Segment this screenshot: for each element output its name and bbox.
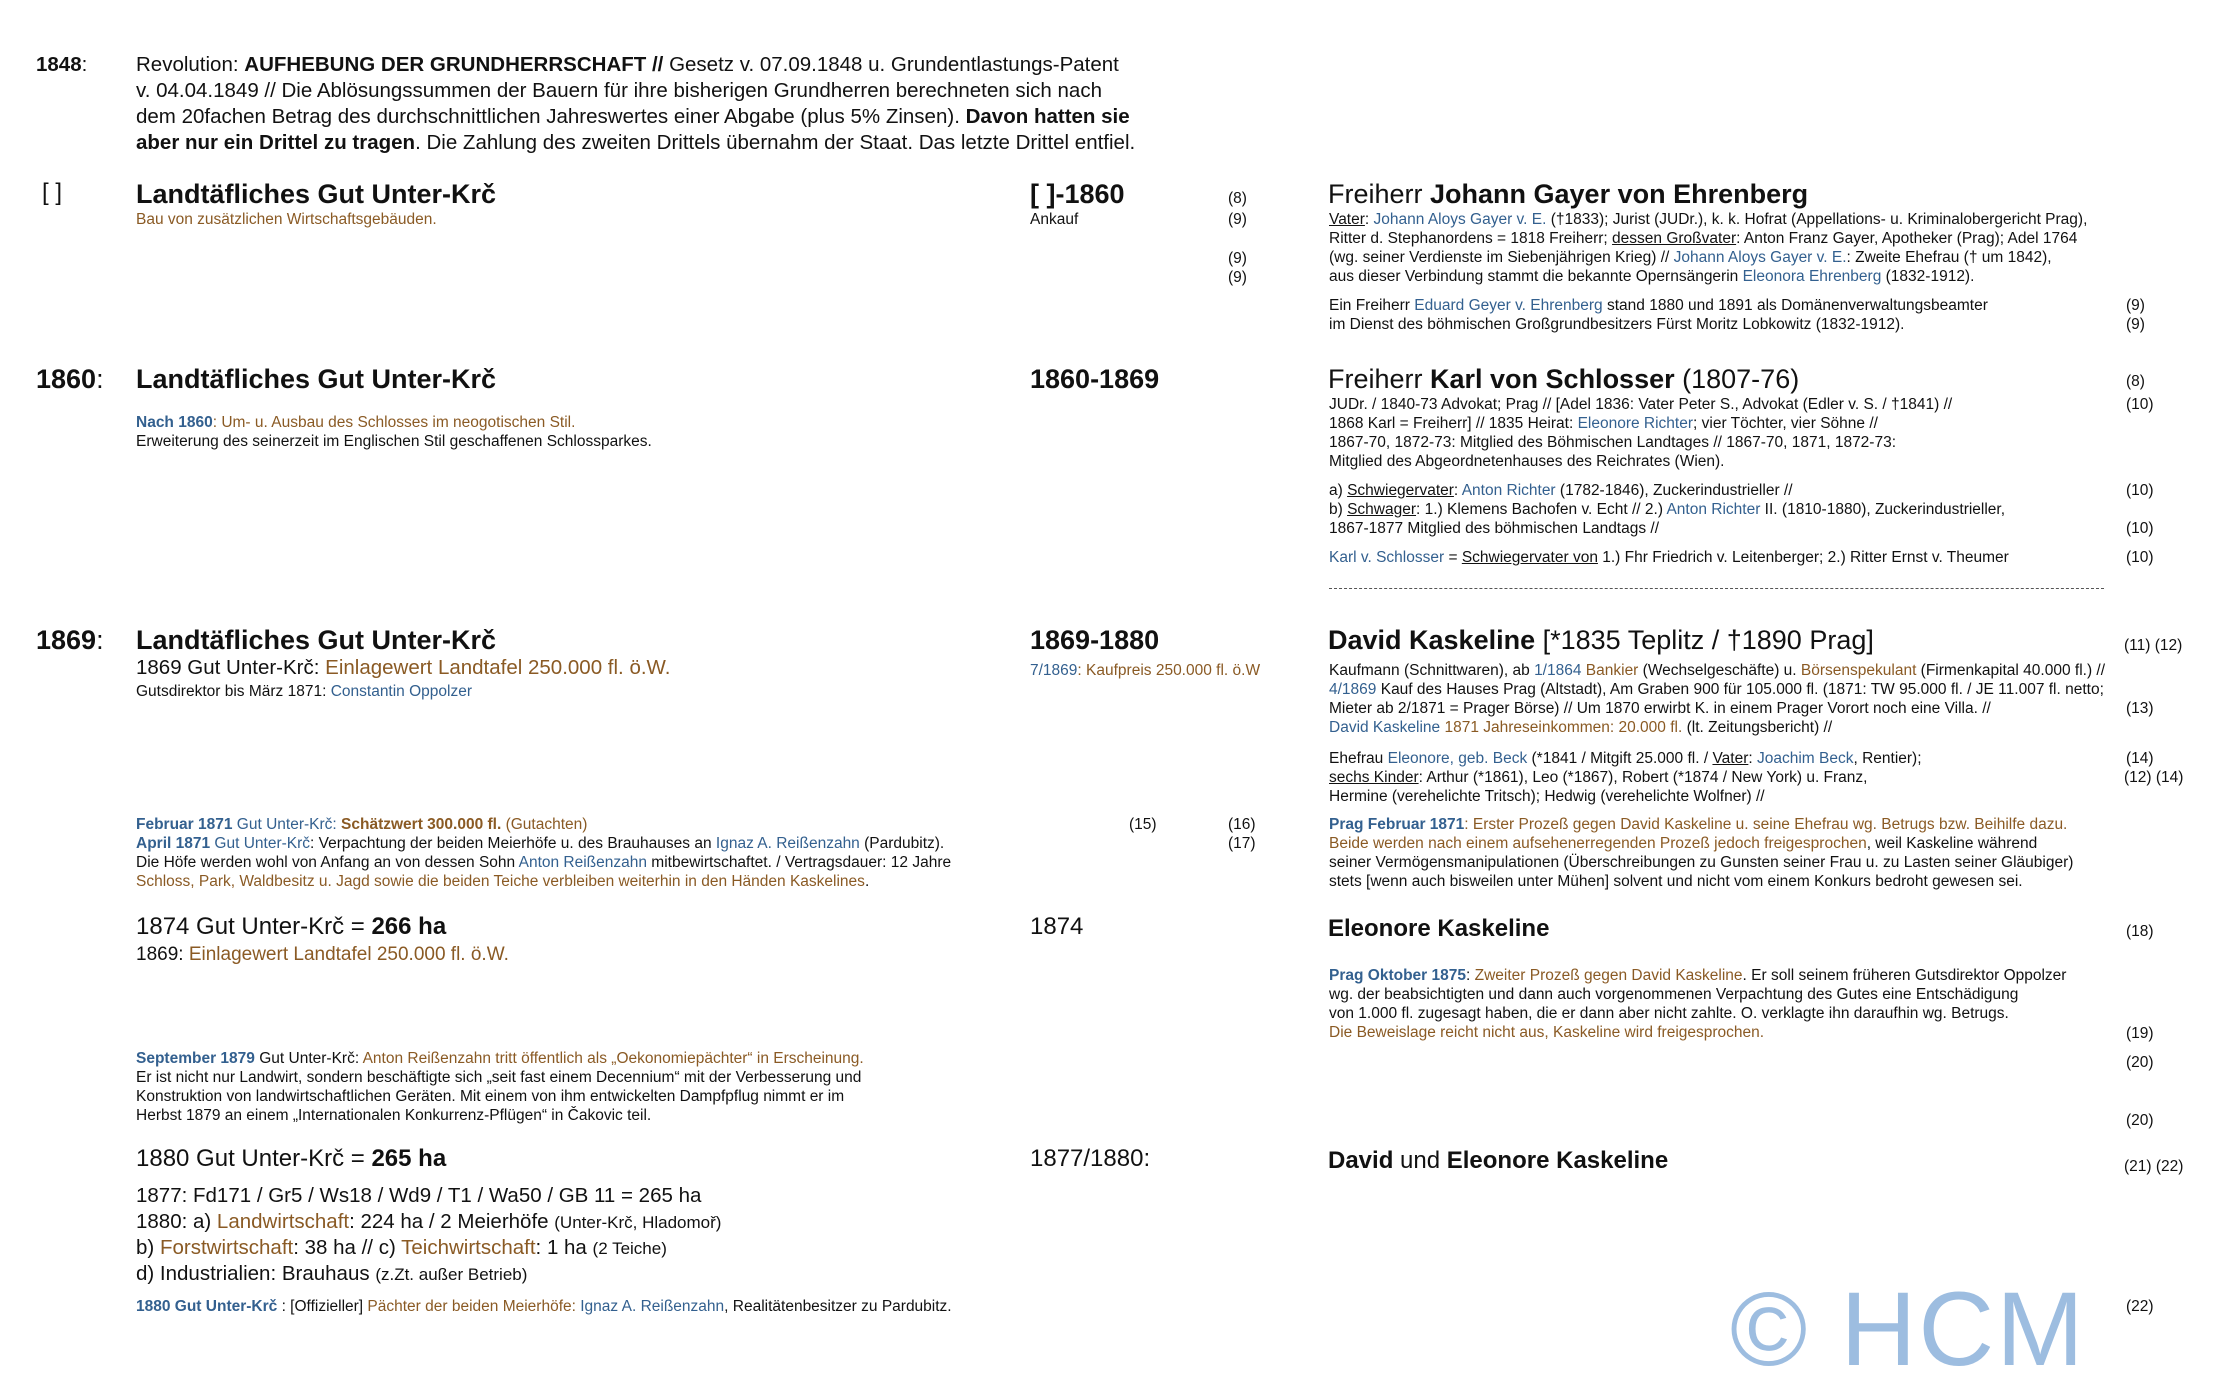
year-label: 1848 (36, 53, 82, 76)
period: [ ]-1860 (1030, 179, 1125, 209)
event-line (1329, 834, 2037, 854)
text: Nach 1860 (136, 414, 213, 431)
text: Davon hatten sie (965, 105, 1130, 128)
text: : Verpachtung der beiden Meierhöfe u. des Brauhauses an (310, 835, 716, 852)
text: AUFHEBUNG DER GRUNDHERRSCHAFT // (244, 53, 664, 76)
intro-line-3 (136, 104, 1130, 130)
owner-name (1328, 624, 1874, 656)
event-line: Herbst 1879 an einem „Internationalen Konkurrenz-Pflügen“ in Čakovic teil. (136, 1107, 652, 1124)
text: 266 ha (371, 913, 447, 940)
text: Gutsdirektor bis März 1871: (136, 683, 331, 700)
area-line (136, 1209, 721, 1236)
text: (Pardubitz). (859, 835, 945, 852)
text: Schwiegervater von (1461, 549, 1598, 566)
text: Ein Freiherr (1329, 297, 1415, 314)
intro-line-4 (136, 130, 1135, 156)
ref: (19) (2126, 1025, 2154, 1042)
text: David Kaskeline (1329, 719, 1441, 736)
text: (Unter-Krč, Hladomoř) (554, 1213, 722, 1232)
text: David Kaskeline (1328, 625, 1536, 655)
event-line: wg. der beabsichtigten und dann auch vorgenommenen Verpachtung des Gutes eine Entschädigung (1329, 986, 2019, 1003)
text: : Arthur (*1861), Leo (*1867), Robert (*1874 / New York) u. Franz, (1418, 769, 1868, 786)
period: 1860-1869 (1030, 364, 1160, 394)
text: Karl v. Schlosser (1329, 549, 1445, 566)
owner-line (1329, 267, 1974, 287)
owner-line: Hermine (verehelichte Tritsch); Hedwig (verehelichte Wolfner) // (1329, 788, 1765, 805)
area-line (136, 1235, 667, 1262)
event-line: stets [wenn auch bisweilen unter Mühen] solvent und nicht vom einem Konkurs bedroht gewesen sei. (1329, 873, 2023, 890)
text: . (864, 873, 870, 890)
text: : Zweite Ehefrau († um 1842), (1846, 249, 2052, 266)
text: Eleonore Richter (1577, 415, 1694, 432)
owner-name (1328, 178, 1808, 210)
period: 1877/1880: (1030, 1145, 1151, 1172)
text: April 1871 (136, 835, 211, 852)
ref: (10) (2126, 396, 2154, 413)
text: aus dieser Verbindung stammt die bekannte Opernsängerin (1329, 268, 1743, 285)
text: Johann Aloys Gayer v. E. (1673, 249, 1847, 266)
text: Eduard Geyer v. Ehrenberg (1414, 297, 1603, 314)
text: Anton Richter (1666, 501, 1761, 518)
period-sub: Ankauf (1030, 211, 1079, 228)
text: (Gutachten) (501, 816, 588, 833)
text: David (1328, 1147, 1394, 1174)
text: dem 20fachen Betrag des durchschnittlichen Jahreswertes einer Abgabe (plus 5% Zinsen). (136, 105, 966, 128)
divider (1329, 588, 2104, 589)
text: Gesetz v. 07.09.1848 u. Grundentlastungs-Patent (663, 53, 1119, 76)
ref: (12) (14) (2124, 769, 2184, 786)
text: Gut Unter-Krč: (254, 1050, 363, 1067)
section-title: Landtäfliches Gut Unter-Krč (136, 179, 497, 209)
text: Schätzwert 300.000 fl. (341, 816, 502, 833)
section-note (136, 682, 472, 702)
ref: (11) (12) (2124, 637, 2183, 654)
event-line (1329, 815, 2067, 835)
text: mitbewirtschaftet. / Vertragsdauer: 12 Jahre (647, 854, 952, 871)
text: Beide werden nach einem aufsehenerregenden Prozeß jedoch freigesprochen (1329, 835, 1867, 852)
text: 1869 Gut Unter-Krč: (136, 656, 326, 679)
owner-line: JUDr. / 1840-73 Advokat; Prag // [Adel 1836: Vater Peter S., Advokat (Edler v. S. / †1841) // (1329, 396, 1953, 413)
owner-name (1328, 1146, 1668, 1176)
intro-line-2: v. 04.04.1849 // Die Ablösungssummen der Bauern für ihre bisherigen Grundherren berechneten sich nach (136, 79, 1102, 102)
text: : Erster Prozeß gegen David Kaskeline u. seine Ehefrau wg. Betrugs bzw. Beihilfe dazu. (1464, 816, 2068, 833)
text: Johann Gayer von Ehrenberg (1430, 179, 1809, 209)
event-line: von 1.000 fl. zugesagt haben, die er dann aber nicht zahlte. O. verklagte ihn daraufhin wg. Betrugs. (1329, 1005, 2009, 1022)
text: Johann Aloys Gayer v. E. (1373, 211, 1547, 228)
text: 1880 Gut Unter-Krč (136, 1298, 278, 1315)
text: : [Offizieller] (277, 1298, 368, 1315)
text: (†1833); Jurist (JUDr.), k. k. Hofrat (Appellations- u. Kriminalobergericht Prag), (1546, 211, 2088, 228)
section-note: Bau von zusätzlichen Wirtschaftsgebäuden. (136, 211, 437, 228)
owner-line (1329, 718, 1832, 738)
section-title (136, 912, 446, 942)
intro-line-1 (136, 52, 1119, 78)
text: : (1453, 482, 1462, 499)
text: Kauf des Hauses Prag (Altstadt), Am Graben 900 für 105.000 fl. (1871: TW 95.000 fl. / JE 11.007 fl. netto; (1376, 681, 2104, 698)
text: und (1393, 1147, 1447, 1174)
text: (lt. Zeitungsbericht) // (1682, 719, 1833, 736)
section-subtitle (136, 655, 670, 681)
ref: (16) (1228, 816, 1256, 833)
text: : Anton Franz Gayer, Apotheker (Prag); Adel 1764 (1736, 230, 2078, 247)
text: b) (136, 1236, 160, 1259)
ref: (9) (1228, 250, 1247, 267)
text: (z.Zt. außer Betrieb) (375, 1265, 528, 1284)
text: (*1841 / Mitgift 25.000 fl. / (1527, 750, 1713, 767)
section-year: 1860: (36, 364, 104, 394)
text: Joachim Beck (1756, 750, 1854, 767)
ref: (21) (22) (2124, 1158, 2184, 1175)
text: Prag Februar 1871 (1329, 816, 1465, 833)
ref: (22) (2126, 1298, 2154, 1315)
text: Einlagewert Landtafel 250.000 fl. ö.W. (188, 944, 509, 965)
event-line: Konstruktion von landwirtschaftlichen Geräten. Mit einem von ihm entwickelten Dampfpflug nimmt er im (136, 1088, 845, 1105)
text: Landwirtschaft (216, 1210, 350, 1233)
text: : 1 ha (535, 1236, 593, 1259)
text: 1860 (36, 364, 97, 394)
text: Pächter der beiden Meierhöfe: (367, 1298, 581, 1315)
text: : 224 ha / 2 Meierhöfe (349, 1210, 555, 1233)
text: (2 Teiche) (592, 1239, 667, 1258)
ref: (9) (1228, 211, 1247, 228)
text: Kaufmann (Schnittwaren), ab (1329, 662, 1535, 679)
text: 1869: (136, 944, 189, 965)
owner-line (1329, 661, 2105, 681)
text: , weil Kaskeline während (1866, 835, 2038, 852)
text: September 1879 (136, 1050, 255, 1067)
text: Zweiter Prozeß gegen David Kaskeline (1474, 967, 1743, 984)
text: a) (1329, 482, 1348, 499)
text: : Kaufpreis 250.000 fl. ö.W (1077, 662, 1261, 679)
text: dessen Großvater (1612, 230, 1737, 247)
text: Vater (1712, 750, 1749, 767)
ref: (20) (2126, 1112, 2154, 1129)
ref: (9) (2126, 316, 2145, 333)
text: Anton Richter (1461, 482, 1556, 499)
ref: (9) (1228, 269, 1247, 286)
event-line: seiner Vermögensmanipulationen (Überschreibungen zu Gunsten seiner Frau u. zu Lasten seiner Gläubiger) (1329, 854, 2074, 871)
text: : (1465, 967, 1475, 984)
text: , Rentier); (1853, 750, 1922, 767)
event-line (136, 1297, 952, 1317)
text: Anton Reißenzahn tritt öffentlich als „Oekonomiepächter“ in Erscheinung. (362, 1050, 864, 1067)
text: Anton Reißenzahn (518, 854, 647, 871)
text: Börsenspekulant (1800, 662, 1917, 679)
ref: (8) (2126, 373, 2145, 390)
ref: (10) (2126, 549, 2154, 566)
text: (1807-76) (1674, 364, 1800, 394)
owner-line: 1867-1877 Mitglied des böhmischen Landtags // (1329, 520, 1660, 537)
section-title: Landtäfliches Gut Unter-Krč (136, 364, 497, 394)
section-note (136, 413, 575, 433)
ref: (10) (2126, 520, 2154, 537)
text: . Die Zahlung des zweiten Drittels übernahm der Staat. Das letzte Drittel entfiel. (415, 131, 1136, 154)
period-sub (1030, 661, 1260, 681)
owner-line (1329, 481, 1793, 501)
section-year: [ ] (42, 179, 63, 206)
text: Freiherr (1328, 179, 1431, 209)
text: Februar 1871 (136, 816, 233, 833)
section-subtitle (136, 942, 509, 968)
owner-name (1328, 363, 1799, 395)
owner-line (1329, 248, 2052, 268)
text: Vater (1329, 211, 1365, 228)
text: (Wechselgeschäfte) u. (1638, 662, 1801, 679)
text: Einlagewert Landtafel 250.000 fl. ö.W. (325, 656, 671, 679)
event-line (136, 834, 944, 854)
text: Freiherr (1328, 364, 1431, 394)
ref: (20) (2126, 1054, 2154, 1071)
ref: (17) (1228, 835, 1256, 852)
section-title (136, 1144, 446, 1174)
text: Schloss, Park, Waldbesitz u. Jagd sowie die beiden Teiche verbleiben weiterhin in den Händen Kaskelines (136, 873, 865, 890)
ref: (10) (2126, 482, 2154, 499)
text: Teichwirtschaft (401, 1236, 536, 1259)
text: = (1444, 549, 1462, 566)
owner-line: Mieter ab 2/1871 = Prager Börse) // Um 1870 erwirbt K. in einem Prager Vorort noch eine Villa. // (1329, 700, 1991, 717)
ref: (9) (2126, 297, 2145, 314)
section-note: Erweiterung des seinerzeit im Englischen Stil geschaffenen Schlossparkes. (136, 433, 652, 450)
text: sechs Kinder (1329, 769, 1419, 786)
text: : 38 ha // c) (293, 1236, 402, 1259)
text: aber nur ein Drittel zu tragen (136, 131, 416, 154)
event-line (136, 853, 951, 873)
intro-year: 1848: (36, 53, 88, 76)
event-line (136, 815, 587, 835)
text: 1868 Karl = Freiherr] // 1835 Heirat: (1329, 415, 1578, 432)
section-year: 1869: (36, 625, 104, 655)
text: 4/1869 (1329, 681, 1377, 698)
area-line (136, 1261, 527, 1288)
text: b) (1329, 501, 1348, 518)
text: ; vier Töchter, vier Söhne // (1693, 415, 1878, 432)
text: 1.) Fhr Friedrich v. Leitenberger; 2.) Ritter Ernst v. Theumer (1597, 549, 2009, 566)
area-line: 1877: Fd171 / Gr5 / Ws18 / Wd9 / T1 / Wa50 / GB 11 = 265 ha (136, 1184, 702, 1207)
owner-line: im Dienst des böhmischen Großgrundbesitzers Fürst Moritz Lobkowitz (1832-1912). (1329, 316, 1905, 333)
text: stand 1880 und 1891 als Domänenverwaltungsbeamter (1602, 297, 1988, 314)
text: 265 ha (371, 1145, 447, 1172)
event-line: Er ist nicht nur Landwirt, sondern beschäftigte sich „seit fast einem Decennium“ mit der Verbesserung und (136, 1069, 862, 1086)
owner-name: Eleonore Kaskeline (1328, 915, 1550, 942)
text: Ritter d. Stephanordens = 1818 Freiherr; (1329, 230, 1613, 247)
text: 1874 Gut Unter-Krč = (136, 913, 372, 940)
text: Revolution: (136, 53, 245, 76)
owner-line (1329, 210, 2087, 230)
owner-line (1329, 680, 2104, 700)
event-line (136, 872, 869, 892)
text: 1/1864 (1534, 662, 1582, 679)
event-line (1329, 966, 2066, 986)
owner-line (1329, 414, 1878, 434)
text: : 1.) Klemens Bachofen v. Echt // 2.) (1416, 501, 1667, 518)
text: : (1748, 750, 1757, 767)
text: . Er soll seinem früheren Gutsdirektor Oppolzer (1742, 967, 2067, 984)
event-line (136, 1049, 864, 1069)
owner-line: 1867-70, 1872-73: Mitglied des Böhmischen Landtages // 1867-70, 1871, 1872-73: (1329, 434, 1897, 451)
copyright-watermark: © HCM (1730, 1271, 2086, 1388)
owner-line: Mitglied des Abgeordnetenhauses des Reichrates (Wien). (1329, 453, 1725, 470)
text: Bankier (1581, 662, 1639, 679)
text: d) Industrialien: Brauhaus (136, 1262, 376, 1285)
text: Die Höfe werden wohl von Anfang an von dessen Sohn (136, 854, 519, 871)
owner-line (1329, 548, 2009, 568)
text: 7/1869 (1030, 662, 1078, 679)
text: Gut Unter-Krč: (232, 816, 342, 833)
ref: (15) (1129, 816, 1157, 833)
event-line: Die Beweislage reicht nicht aus, Kaskeline wird freigesprochen. (1329, 1024, 1765, 1041)
ref: (18) (2126, 923, 2154, 940)
text: (1782-1846), Zuckerindustrieller // (1555, 482, 1793, 499)
owner-line (1329, 229, 2077, 249)
text: (1832-1912). (1881, 268, 1975, 285)
text: Forstwirtschaft (159, 1236, 294, 1259)
text: 1869 (36, 625, 97, 655)
owner-line (1329, 500, 2005, 520)
text: (wg. seiner Verdienste im Siebenjährigen Krieg) // (1329, 249, 1674, 266)
text: Eleonora Ehrenberg (1742, 268, 1882, 285)
text: : (1364, 211, 1374, 228)
text: Ehefrau (1329, 750, 1388, 767)
text: Ignaz A. Reißenzahn (580, 1298, 725, 1315)
text: 1880: a) (136, 1210, 217, 1233)
owner-line (1329, 296, 1988, 316)
text: Eleonore, geb. Beck (1387, 750, 1528, 767)
text: (Firmenkapital 40.000 fl.) // (1916, 662, 2106, 679)
owner-line (1329, 768, 1867, 788)
period: 1869-1880 (1030, 625, 1160, 655)
ref: (8) (1228, 190, 1247, 207)
text: , Realitätenbesitzer zu Pardubitz. (724, 1298, 952, 1315)
text: Ignaz A. Reißenzahn (715, 835, 860, 852)
text: II. (1810-1880), Zuckerindustrieller, (1760, 501, 2006, 518)
text: 1871 Jahreseinkommen: 20.000 fl. (1440, 719, 1683, 736)
text: [*1835 Teplitz / †1890 Prag] (1535, 625, 1874, 655)
text: Gut Unter-Krč (210, 835, 311, 852)
text: Constantin Oppolzer (330, 683, 473, 700)
text: : Um- u. Ausbau des Schlosses im neogotischen Stil. (212, 414, 576, 431)
text: Karl von Schlosser (1430, 364, 1675, 394)
text: Schwager (1347, 501, 1417, 518)
text: Prag Oktober 1875 (1329, 967, 1466, 984)
text: Schwiegervater (1347, 482, 1454, 499)
section-title: Landtäfliches Gut Unter-Krč (136, 625, 497, 655)
period: 1874 (1030, 913, 1084, 940)
text: Eleonore Kaskeline (1446, 1147, 1669, 1174)
text: 1880 Gut Unter-Krč = (136, 1145, 372, 1172)
ref: (13) (2126, 700, 2154, 717)
ref: (14) (2126, 750, 2154, 767)
owner-line (1329, 749, 1922, 769)
